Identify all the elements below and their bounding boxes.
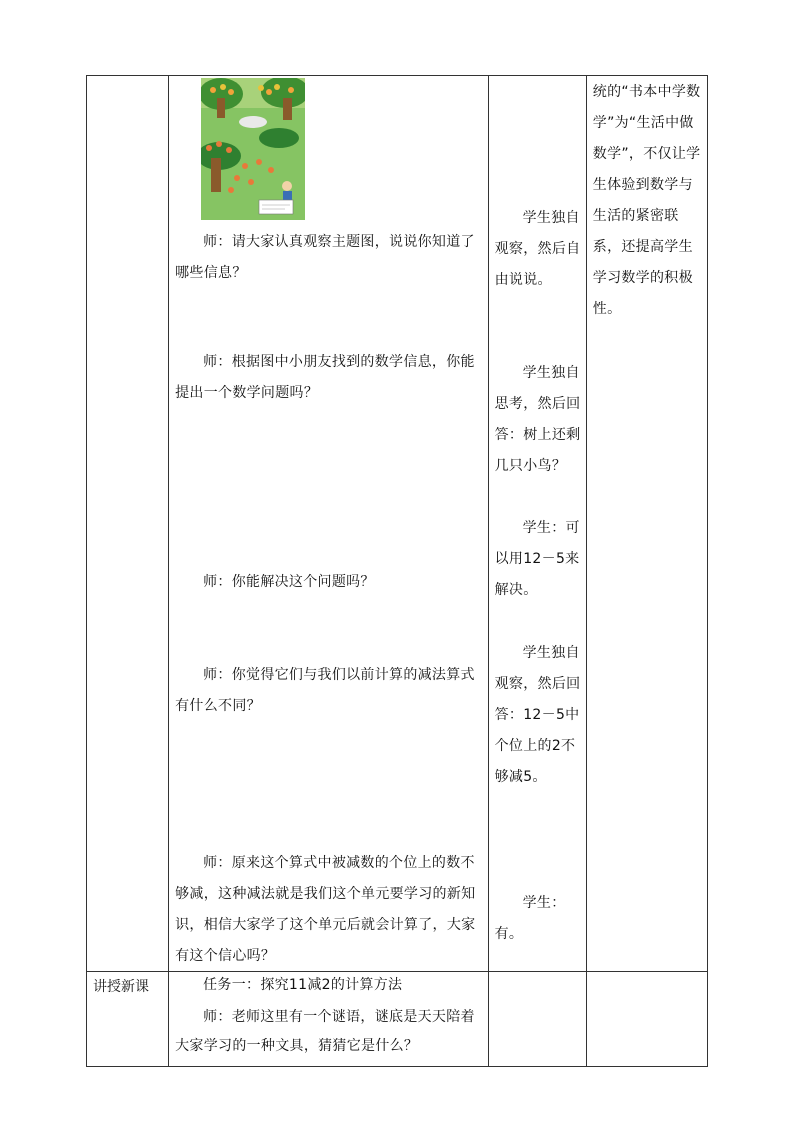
teacher-activity-cell — [169, 972, 489, 1067]
design-intent-cell-empty — [586, 972, 707, 1067]
teacher-riddle: 师：老师这里有一个谜语，谜底是天天陪着大家学习的一种文具，猜猜它是什么？ — [175, 1009, 475, 1054]
student-answer-5: 学生：有。 — [494, 895, 566, 942]
teacher-question-4: 师：你觉得它们与我们以前计算的减法算式有什么不同？ — [175, 667, 475, 714]
student-answer-3: 学生：可以用12－5来解决。 — [494, 520, 580, 598]
section-label: 讲授新课 — [93, 979, 149, 995]
student-answer-4: 学生独自观察，然后回答：12－5中个位上的2不够减5。 — [494, 645, 581, 785]
student-answer-1: 学生独自观察，然后自由说说。 — [494, 210, 581, 288]
teacher-question-3: 师：你能解决这个问题吗？ — [203, 574, 375, 590]
section-cell — [87, 972, 169, 1067]
task-heading: 任务一：探究11减2的计算方法 — [203, 977, 403, 993]
student-activity-cell-empty — [488, 972, 586, 1067]
student-activity-cell — [488, 76, 586, 972]
teacher-question-1: 师：请大家认真观察主题图，说说你知道了哪些信息？ — [175, 234, 475, 281]
design-intent-cell — [586, 76, 707, 972]
lesson-plan-table — [86, 75, 708, 1067]
student-answer-2: 学生独自思考，然后回答：树上还剩几只小鸟？ — [494, 365, 581, 474]
section-cell-empty — [87, 76, 169, 972]
design-intent-text: 统的“书本中学数学”为“生活中做数学”，不仅让学生体验到数学与生活的紧密联系，还提高学生学习数学的积极性。 — [592, 84, 701, 317]
theme-illustration — [201, 78, 305, 220]
teacher-question-2: 师：根据图中小朋友找到的数学信息，你能提出一个数学问题吗？ — [175, 354, 475, 401]
teacher-activity-cell — [169, 76, 489, 972]
teacher-question-5: 师：原来这个算式中被减数的个位上的数不够减，这种减法就是我们这个单元要学习的新知识，相信大家学了这个单元后就会计算了，大家有这个信心吗？ — [175, 855, 476, 964]
table-row — [87, 76, 708, 972]
table-row — [87, 972, 708, 1067]
